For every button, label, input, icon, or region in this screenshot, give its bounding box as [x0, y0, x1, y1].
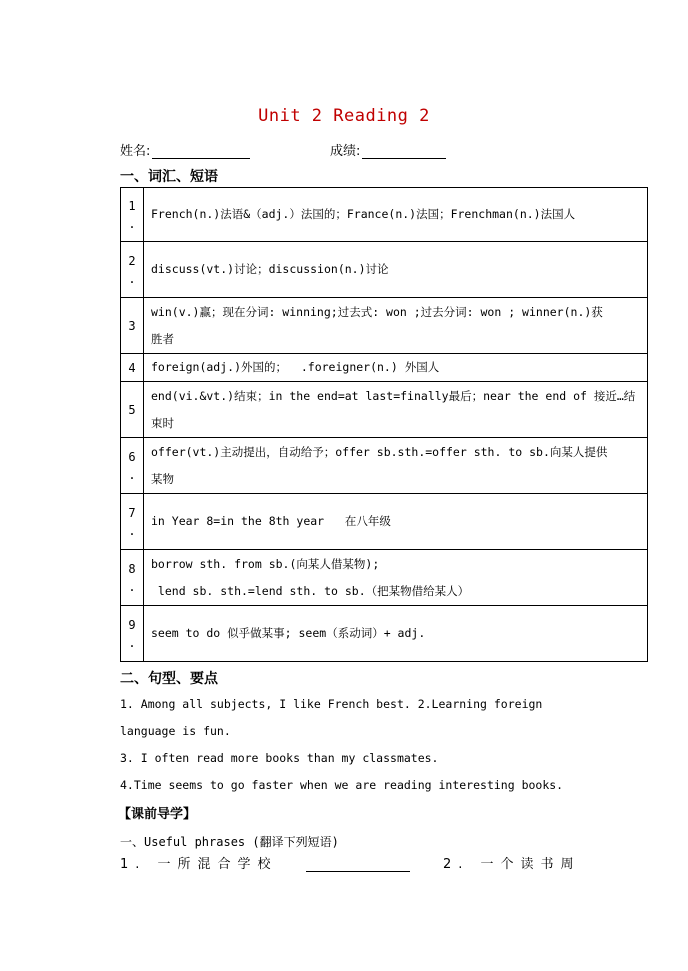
vocab-entry-line: in Year 8=in the 8th year 在八年级	[151, 514, 391, 528]
score-field	[330, 140, 446, 159]
name-blank[interactable]	[152, 145, 250, 159]
vocab-number: 4	[121, 354, 144, 382]
phrase-text: 2. 一个读书周	[443, 857, 581, 872]
sentence-line: 3. I often read more books than my classmates.	[120, 751, 439, 765]
sentence-line: 1. Among all subjects, I like French best. 2.Learning foreign	[120, 697, 543, 711]
vocab-entry	[144, 382, 648, 438]
vocab-number: 5	[121, 382, 144, 438]
vocab-number: 1 .	[121, 188, 144, 242]
vocab-entry-line: lend sb. sth.=lend sth. to sb.（把某物借给某人）	[151, 583, 470, 598]
vocab-entry	[144, 606, 648, 662]
page-title: Unit 2 Reading 2	[258, 106, 430, 126]
vocab-row	[121, 550, 648, 606]
vocab-entry	[144, 188, 648, 242]
vocab-entry	[144, 354, 648, 382]
vocab-row	[121, 298, 648, 354]
score-blank[interactable]	[362, 145, 446, 159]
phrase-item-2	[443, 853, 581, 872]
vocab-entry	[144, 438, 648, 494]
vocab-entry-line: 胜者	[151, 331, 174, 346]
vocab-entry-line: borrow sth. from sb.(向某人借某物);	[151, 556, 380, 571]
sentence-line: 4.Time seems to go faster when we are reading interesting books.	[120, 778, 564, 792]
phrase-text: 1. 一所混合学校	[120, 857, 278, 872]
vocab-entry-line: offer(vt.)主动提出，自动给予；offer sb.sth.=offer sth. to sb.向某人提供	[151, 444, 608, 459]
vocab-row	[121, 438, 648, 494]
vocab-row	[121, 382, 648, 438]
vocab-entry	[144, 298, 648, 354]
answer-blank[interactable]	[306, 857, 410, 872]
useful-phrases-heading: 一、Useful phrases (翻译下列短语)	[120, 835, 339, 849]
vocab-entry-line: foreign(adj.)外国的； .foreigner(n.) 外国人	[151, 360, 440, 374]
vocab-entry	[144, 242, 648, 298]
vocab-number: 6 .	[121, 438, 144, 494]
vocab-table	[120, 187, 648, 662]
vocab-entry-line: 束时	[151, 415, 174, 430]
phrase-item-1	[120, 853, 410, 872]
vocab-entry-line: end(vi.&vt.)结束；in the end=at last=finally最后；near the end of 接近…结	[151, 388, 636, 403]
vocab-row	[121, 188, 648, 242]
vocab-number: 2 .	[121, 242, 144, 298]
section-heading-sentences: 二、句型、要点	[120, 671, 218, 687]
name-field	[120, 140, 250, 159]
vocab-row	[121, 494, 648, 550]
vocab-row	[121, 606, 648, 662]
vocab-row	[121, 354, 648, 382]
section-heading-vocab: 一、词汇、短语	[120, 169, 218, 185]
vocab-entry-line: seem to do 似乎做某事; seem（系动词）+ adj.	[151, 626, 426, 640]
vocab-number: 3	[121, 298, 144, 354]
pre-class-guide-heading: 【课前导学】	[118, 807, 197, 822]
vocab-number: 8 .	[121, 550, 144, 606]
vocab-number: 9 .	[121, 606, 144, 662]
vocab-entry	[144, 550, 648, 606]
score-label: 成绩:	[330, 144, 361, 159]
vocab-entry-line: French(n.)法语&（adj.）法国的；France(n.)法国；Frenchman(n.)法国人	[151, 207, 576, 221]
vocab-row	[121, 242, 648, 298]
vocab-entry	[144, 494, 648, 550]
vocab-number: 7 .	[121, 494, 144, 550]
name-label: 姓名:	[120, 144, 151, 159]
vocab-entry-line: win(v.)赢；现在分词: winning;过去式: won ;过去分词: won ; winner(n.)获	[151, 304, 603, 319]
vocab-entry-line: 某物	[151, 471, 174, 486]
vocab-entry-line: discuss(vt.)讨论；discussion(n.)讨论	[151, 262, 389, 276]
sentence-line: language is fun.	[120, 724, 231, 738]
